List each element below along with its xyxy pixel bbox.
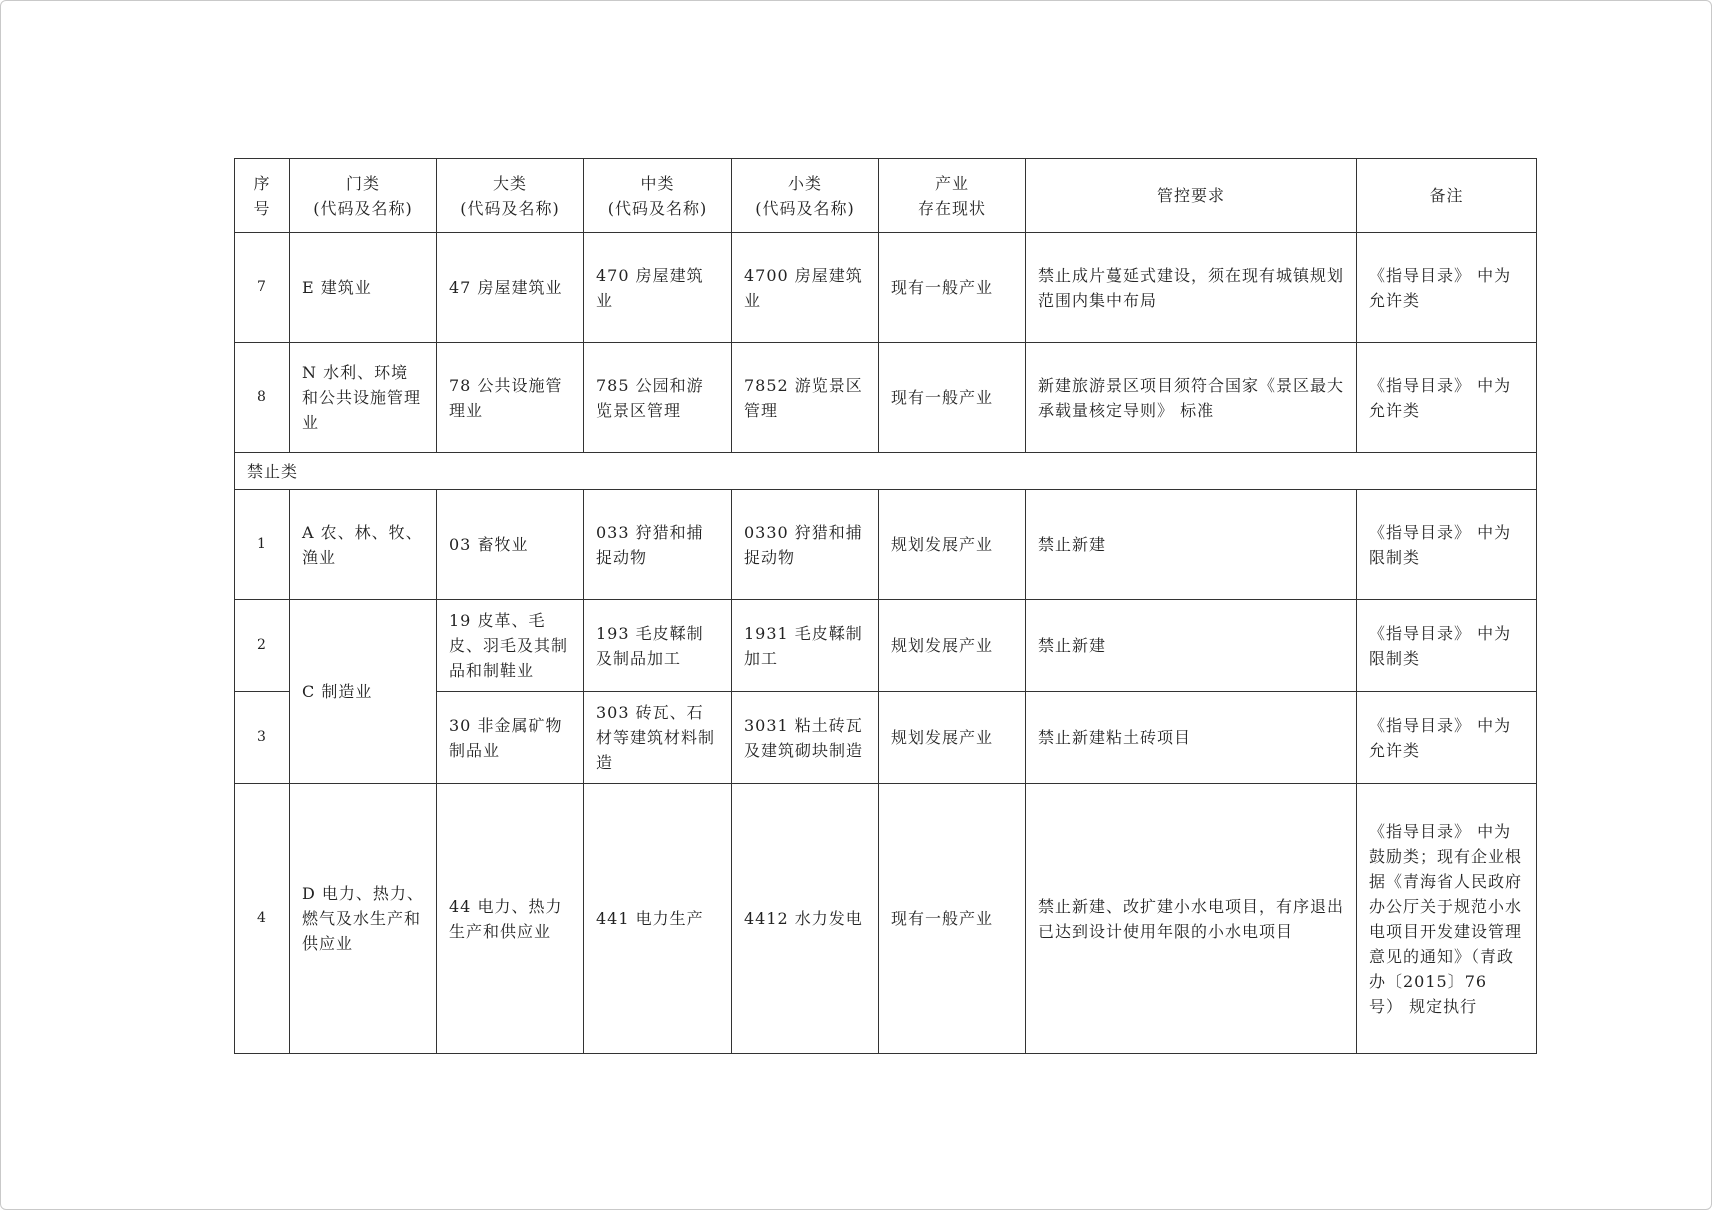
cell-category: A 农、林、牧、渔业 [290,490,437,600]
cell-minor: 3031 粘土砖瓦及建筑砌块制造 [732,692,879,784]
cell-category: C 制造业 [290,600,437,784]
header-status: 产业 存在现状 [879,159,1026,233]
table-header-row [235,159,1537,233]
header-remark: 备注 [1357,159,1537,233]
cell-medium: 441 电力生产 [584,784,732,1054]
cell-status: 现有一般产业 [879,343,1026,453]
section-label: 禁止类 [235,453,1537,490]
cell-minor: 0330 狩猎和捕捉动物 [732,490,879,600]
cell-requirement: 禁止新建 [1026,490,1357,600]
cell-requirement: 禁止成片蔓延式建设，须在现有城镇规划范围内集中布局 [1026,233,1357,343]
header-major: 大类 (代码及名称) [437,159,584,233]
cell-remark: 《指导目录》 中为限制类 [1357,600,1537,692]
cell-medium: 785 公园和游览景区管理 [584,343,732,453]
cell-medium: 470 房屋建筑业 [584,233,732,343]
cell-minor: 4412 水力发电 [732,784,879,1054]
cell-requirement: 新建旅游景区项目须符合国家《景区最大承载量核定导则》 标准 [1026,343,1357,453]
cell-requirement: 禁止新建、改扩建小水电项目，有序退出已达到设计使用年限的小水电项目 [1026,784,1357,1054]
cell-major: 19 皮革、毛皮、羽毛及其制品和制鞋业 [437,600,584,692]
cell-medium: 303 砖瓦、石材等建筑材料制造 [584,692,732,784]
cell-minor: 1931 毛皮鞣制加工 [732,600,879,692]
cell-remark: 《指导目录》 中为允许类 [1357,343,1537,453]
header-seq: 序号 [235,159,290,233]
cell-requirement: 禁止新建 [1026,600,1357,692]
cell-category: D 电力、热力、燃气及水生产和供应业 [290,784,437,1054]
cell-remark: 《指导目录》 中为允许类 [1357,692,1537,784]
header-category: 门类 (代码及名称) [290,159,437,233]
header-minor: 小类 (代码及名称) [732,159,879,233]
table-row [235,233,1537,343]
cell-status: 现有一般产业 [879,784,1026,1054]
cell-major: 03 畜牧业 [437,490,584,600]
table-row [235,784,1537,1054]
header-medium: 中类 (代码及名称) [584,159,732,233]
cell-seq: 4 [235,784,290,1054]
cell-category: E 建筑业 [290,233,437,343]
cell-major: 30 非金属矿物制品业 [437,692,584,784]
cell-status: 规划发展产业 [879,692,1026,784]
cell-seq: 3 [235,692,290,784]
header-requirement: 管控要求 [1026,159,1357,233]
cell-seq: 2 [235,600,290,692]
cell-seq: 7 [235,233,290,343]
cell-remark: 《指导目录》 中为鼓励类；现有企业根据《青海省人民政府办公厅关于规范小水电项目开发建设管理意见的通知》（青政办〔2015〕76 号） 规定执行 [1357,784,1537,1054]
cell-medium: 033 狩猎和捕捉动物 [584,490,732,600]
cell-seq: 1 [235,490,290,600]
table-row [235,490,1537,600]
cell-status: 规划发展产业 [879,600,1026,692]
cell-minor: 7852 游览景区管理 [732,343,879,453]
cell-status: 现有一般产业 [879,233,1026,343]
cell-remark: 《指导目录》 中为限制类 [1357,490,1537,600]
cell-major: 47 房屋建筑业 [437,233,584,343]
cell-category: N 水利、环境和公共设施管理业 [290,343,437,453]
industry-control-table [234,158,1537,1054]
section-row [235,453,1537,490]
cell-requirement: 禁止新建粘土砖项目 [1026,692,1357,784]
cell-major: 44 电力、热力生产和供应业 [437,784,584,1054]
cell-minor: 4700 房屋建筑业 [732,233,879,343]
cell-remark: 《指导目录》 中为允许类 [1357,233,1537,343]
cell-medium: 193 毛皮鞣制及制品加工 [584,600,732,692]
table-row [235,600,1537,692]
cell-major: 78 公共设施管理业 [437,343,584,453]
cell-seq: 8 [235,343,290,453]
table-row [235,343,1537,453]
cell-status: 规划发展产业 [879,490,1026,600]
